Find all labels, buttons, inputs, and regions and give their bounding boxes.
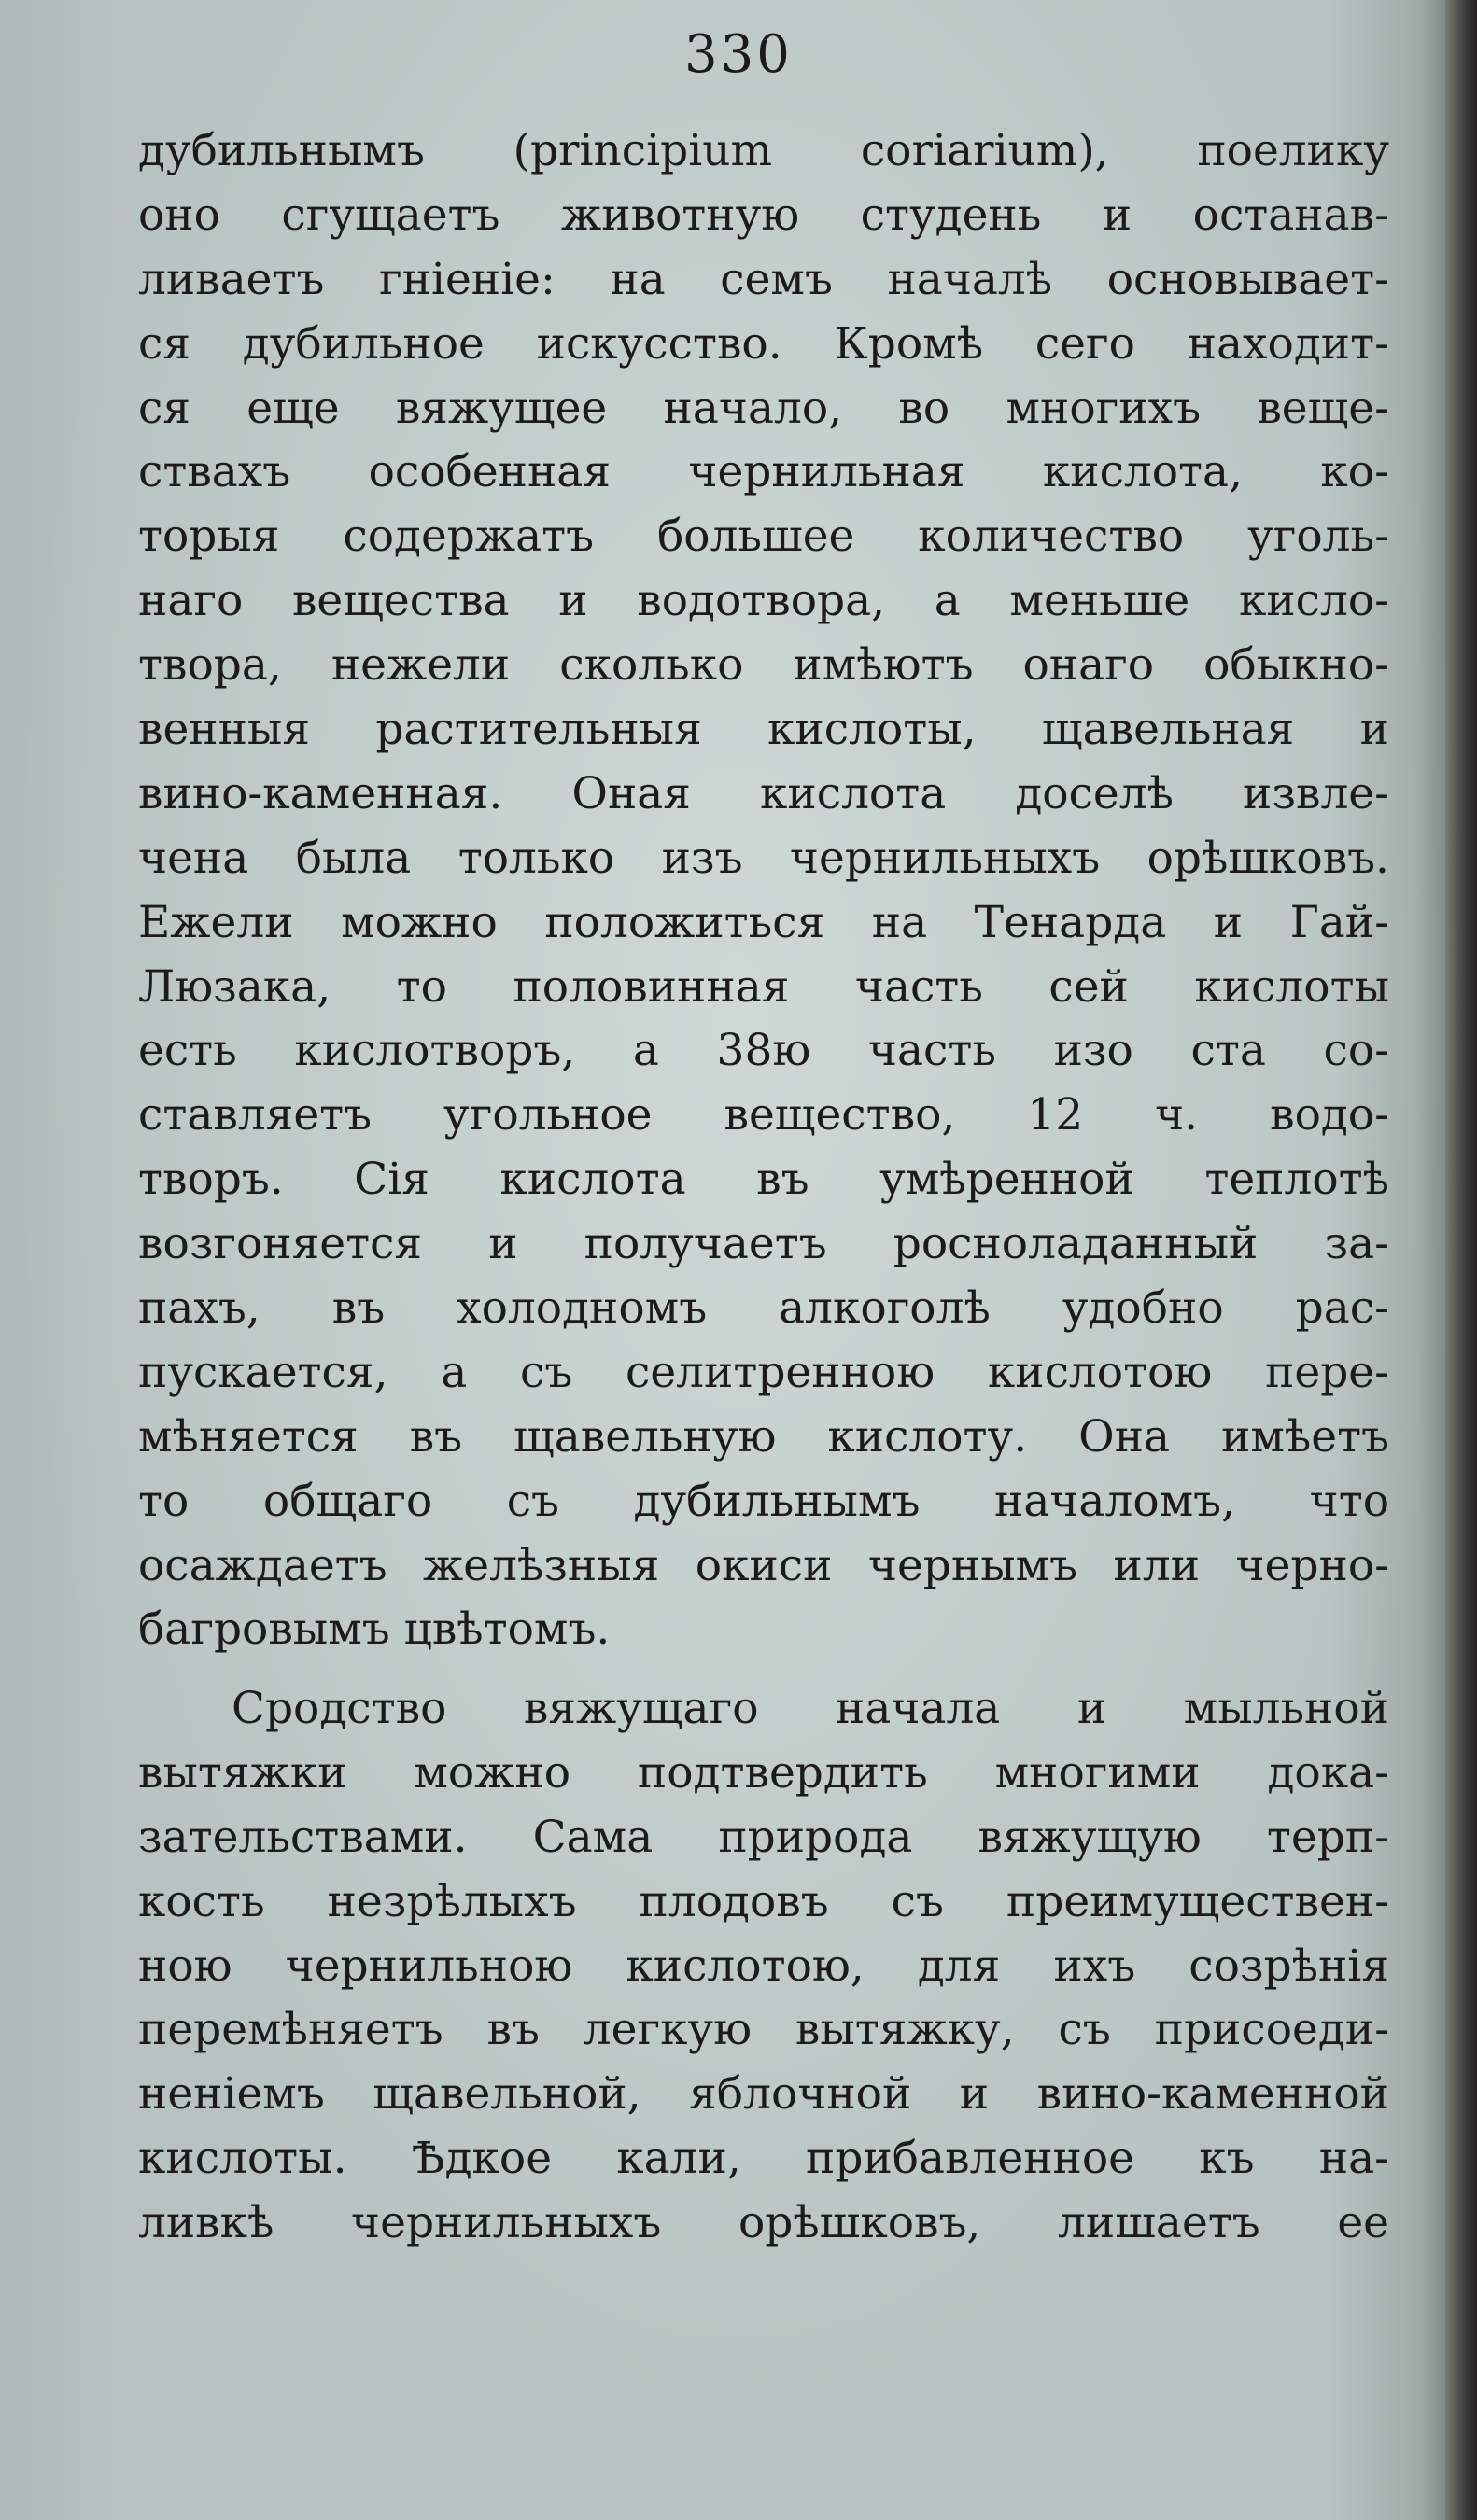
text-line: Ежели можно положиться на Тенарда и Гай- <box>138 896 1389 948</box>
text-line: ливкѣ чернильныхъ орѣшковъ, лишаетъ ее <box>138 2197 1389 2249</box>
text-line: ся дубильное искусство. Кромѣ сего находит- <box>138 317 1389 370</box>
text-line: кислоты. Ѣдкое кали, прибавленное къ на- <box>138 2133 1389 2185</box>
text-line: оно сгущаетъ животную студень и останав- <box>138 189 1389 241</box>
text-line: наго вещества и водотвора, а меньше кисло- <box>138 575 1389 627</box>
text-line: пахъ, въ холодномъ алкоголѣ удобно рас- <box>138 1282 1389 1335</box>
text-line: возгоняется и получаетъ росноладанный за- <box>138 1218 1389 1270</box>
text-line: кость незрѣлыхъ плодовъ съ преимуществен- <box>138 1875 1389 1927</box>
text-line: Сродство вяжущаго начала и мыльной <box>232 1683 1389 1734</box>
text-line: ствахъ особенная чернильная кислота, ко- <box>138 446 1389 498</box>
text-line: вытяжки можно подтвердить многими дока- <box>138 1746 1389 1799</box>
text-line: неніемъ щавельной, яблочной и вино-каменной <box>138 2068 1389 2121</box>
text-line: мѣняется въ щавельную кислоту. Она имѣетъ <box>138 1410 1389 1463</box>
text-line: багровымъ цвѣтомъ. <box>138 1603 611 1656</box>
text-line: вино-каменная. Оная кислота доселѣ извле- <box>138 767 1389 819</box>
text-line: ся еще вяжущее начало, во многихъ веще- <box>138 382 1389 434</box>
text-line: осаждаетъ желѣзныя окиси чернымъ или черно- <box>138 1539 1389 1591</box>
text-line: зательствами. Сама природа вяжущую терп- <box>138 1811 1389 1863</box>
text-line: есть кислотворъ, а 38ю часть изо ста со- <box>138 1025 1389 1077</box>
text-line: торыя содержатъ большее количество уголь- <box>138 511 1389 563</box>
text-line: перемѣняетъ въ легкую вытяжку, съ присоеди- <box>138 2004 1389 2056</box>
text-line: Люзака, то половинная часть сей кислоты <box>138 960 1389 1013</box>
text-line: ливаетъ гніеніе: на семъ началѣ основывает- <box>138 253 1389 305</box>
page-number: 330 <box>684 24 793 85</box>
text-line: твора, нежели сколько имѣютъ онаго обыкно- <box>138 639 1389 692</box>
text-line: венныя растительныя кислоты, щавельная и <box>138 704 1389 756</box>
text-line: пускается, а съ селитренною кислотою пере- <box>138 1346 1389 1398</box>
paragraph-1 <box>138 119 1389 1662</box>
text-line: чена была только изъ чернильныхъ орѣшковъ. <box>138 832 1389 884</box>
text-line: творъ. Сія кислота въ умѣренной теплотѣ <box>138 1154 1389 1206</box>
page-binding-shadow <box>1445 0 1477 2520</box>
text-line: ною чернильною кислотою, для ихъ созрѣнія <box>138 1939 1389 1992</box>
paragraph-2 <box>138 1677 1389 2256</box>
text-line: дубильнымъ (principium coriarium), поелику <box>138 125 1389 176</box>
text-line: то общаго съ дубильнымъ началомъ, что <box>138 1475 1389 1527</box>
text-line: ставляетъ угольное вещество, 12 ч. водо- <box>138 1089 1389 1141</box>
